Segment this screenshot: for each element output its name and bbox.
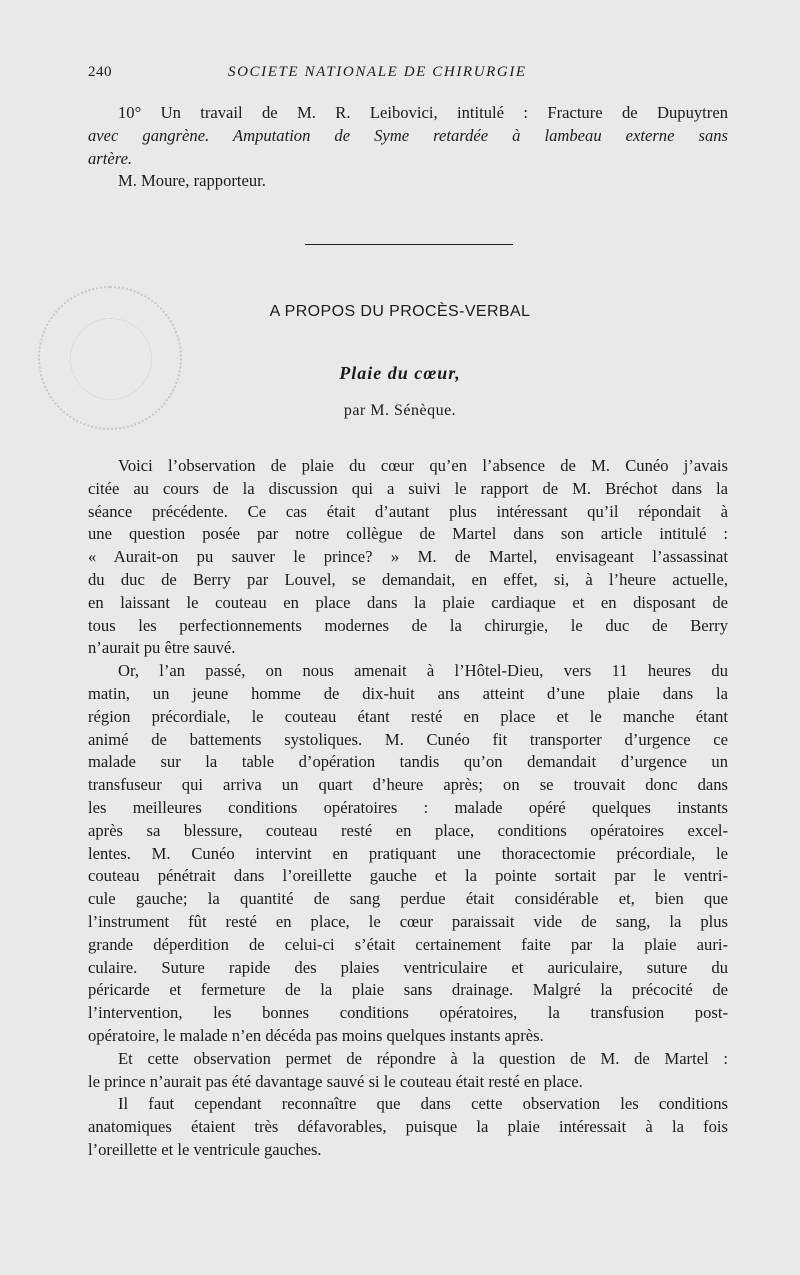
text-line: Voici l’observation de plaie du cœur qu’en l’absence de M. Cunéo j’avais bbox=[118, 456, 728, 475]
article-title: Plaie du cœur, bbox=[339, 363, 461, 383]
text-line bbox=[88, 148, 728, 171]
text-line bbox=[88, 102, 728, 125]
article-byline: par M. Sénèque. bbox=[343, 402, 457, 419]
text-line: couteau pénétrait dans l’oreillette gauche et la pointe sortait par le ventri- bbox=[88, 866, 728, 886]
text-line: après sa blessure, couteau resté en place, conditions opératoires excel- bbox=[88, 820, 728, 840]
paragraph-3 bbox=[88, 1048, 728, 1094]
text-line: culaire. Suture rapide des plaies ventriculaire et auriculaire, suture du bbox=[88, 957, 728, 977]
item-10-line-1: 10° Un travail de M. R. Leibovici, intitulé : Fracture de Dupuytren bbox=[118, 103, 728, 122]
text-line: matin, un jeune homme de dix-huit ans atteint d’une plaie dans la bbox=[88, 683, 728, 703]
text-line: grande déperdition de celui-ci s’était certainement faite par la plaie auri- bbox=[88, 934, 728, 954]
paragraph-2 bbox=[88, 660, 728, 1048]
item-10-line-3: artère. bbox=[88, 148, 133, 168]
text-line: Or, l’an passé, on nous amenait à l’Hôtel-Dieu, vers 11 heures du bbox=[118, 661, 728, 681]
paragraph-4 bbox=[88, 1093, 728, 1161]
text-line: les meilleures conditions opératoires : malade opéré quelques instants bbox=[88, 797, 728, 817]
running-head: SOCIETE NATIONALE DE CHIRURGIE bbox=[228, 64, 527, 80]
text-line: le prince n’aurait pas été davantage sauvé si le couteau était resté en place. bbox=[88, 1071, 583, 1091]
rapporteur-line bbox=[88, 170, 728, 193]
text-line: animé de battements systoliques. M. Cunéo fit transporter d’urgence ce bbox=[88, 729, 728, 749]
text-line: anatomiques étaient très défavorables, puisque la plaie intéressait à la fois bbox=[88, 1117, 728, 1137]
text-line: péricarde et fermeture de la plaie sans drainage. Malgré la précocité de bbox=[88, 980, 728, 1000]
paragraph-1 bbox=[88, 455, 728, 660]
text-line: l’intervention, les bonnes conditions opératoires, la transfusion post- bbox=[88, 1003, 728, 1023]
text-line: Et cette observation permet de répondre à la question de M. de Martel : bbox=[118, 1048, 728, 1068]
text-line: Il faut cependant reconnaître que dans cette observation les conditions bbox=[118, 1094, 728, 1114]
text-line: en laissant le couteau en place dans la plaie cardiaque et en disposant de bbox=[88, 592, 728, 612]
item-10-entry bbox=[88, 102, 728, 193]
text-line: malade sur la table d’opération tandis qu’on demandait d’urgence un bbox=[88, 752, 728, 772]
rapporteur: M. Moure, rapporteur. bbox=[118, 171, 266, 191]
text-line: lentes. M. Cunéo intervint en pratiquant une thoracectomie précordiale, le bbox=[88, 843, 728, 863]
separator-rule bbox=[305, 244, 513, 245]
text-line: une question posée par notre collègue de Martel dans son article intitulé : bbox=[88, 524, 728, 544]
text-line: « Aurait-on pu sauver le prince? » M. de Martel, envisageant l’assassinat bbox=[88, 547, 728, 567]
text-line: citée au cours de la discussion qui a suivi le rapport de M. Bréchot dans la bbox=[88, 478, 728, 498]
item-10-line-2: avec gangrène. Amputation de Syme retardée à lambeau externe sans bbox=[88, 125, 728, 145]
text-line: du duc de Berry par Louvel, se demandait, en effet, si, à l’heure actuelle, bbox=[88, 569, 728, 589]
text-line: tous les perfectionnements modernes de la chirurgie, le duc de Berry bbox=[88, 615, 728, 635]
text-line: opératoire, le malade n’en décéda pas moins quelques instants après. bbox=[88, 1025, 544, 1045]
text-line: l’oreillette et le ventricule gauches. bbox=[88, 1139, 322, 1159]
page-header bbox=[88, 64, 728, 88]
article-body bbox=[88, 455, 728, 1162]
text-line: séance précédente. Ce cas était d’autant plus intéressant qu’il répondait à bbox=[88, 501, 728, 521]
page-number: 240 bbox=[88, 64, 112, 80]
text-line: région précordiale, le couteau étant resté en place et le manche étant bbox=[88, 706, 728, 726]
text-line: cule gauche; la quantité de sang perdue était considérable et, bien que bbox=[88, 889, 728, 909]
text-line: l’instrument fût resté en place, le cœur paraissait vide de sang, la plus bbox=[88, 911, 728, 931]
text-line: n’aurait pu être sauvé. bbox=[88, 638, 236, 658]
text-line bbox=[88, 125, 728, 148]
section-title: A PROPOS DU PROCÈS-VERBAL bbox=[269, 303, 531, 320]
text-line: transfuseur qui arriva un quart d’heure après; on se trouvait donc dans bbox=[88, 775, 728, 795]
